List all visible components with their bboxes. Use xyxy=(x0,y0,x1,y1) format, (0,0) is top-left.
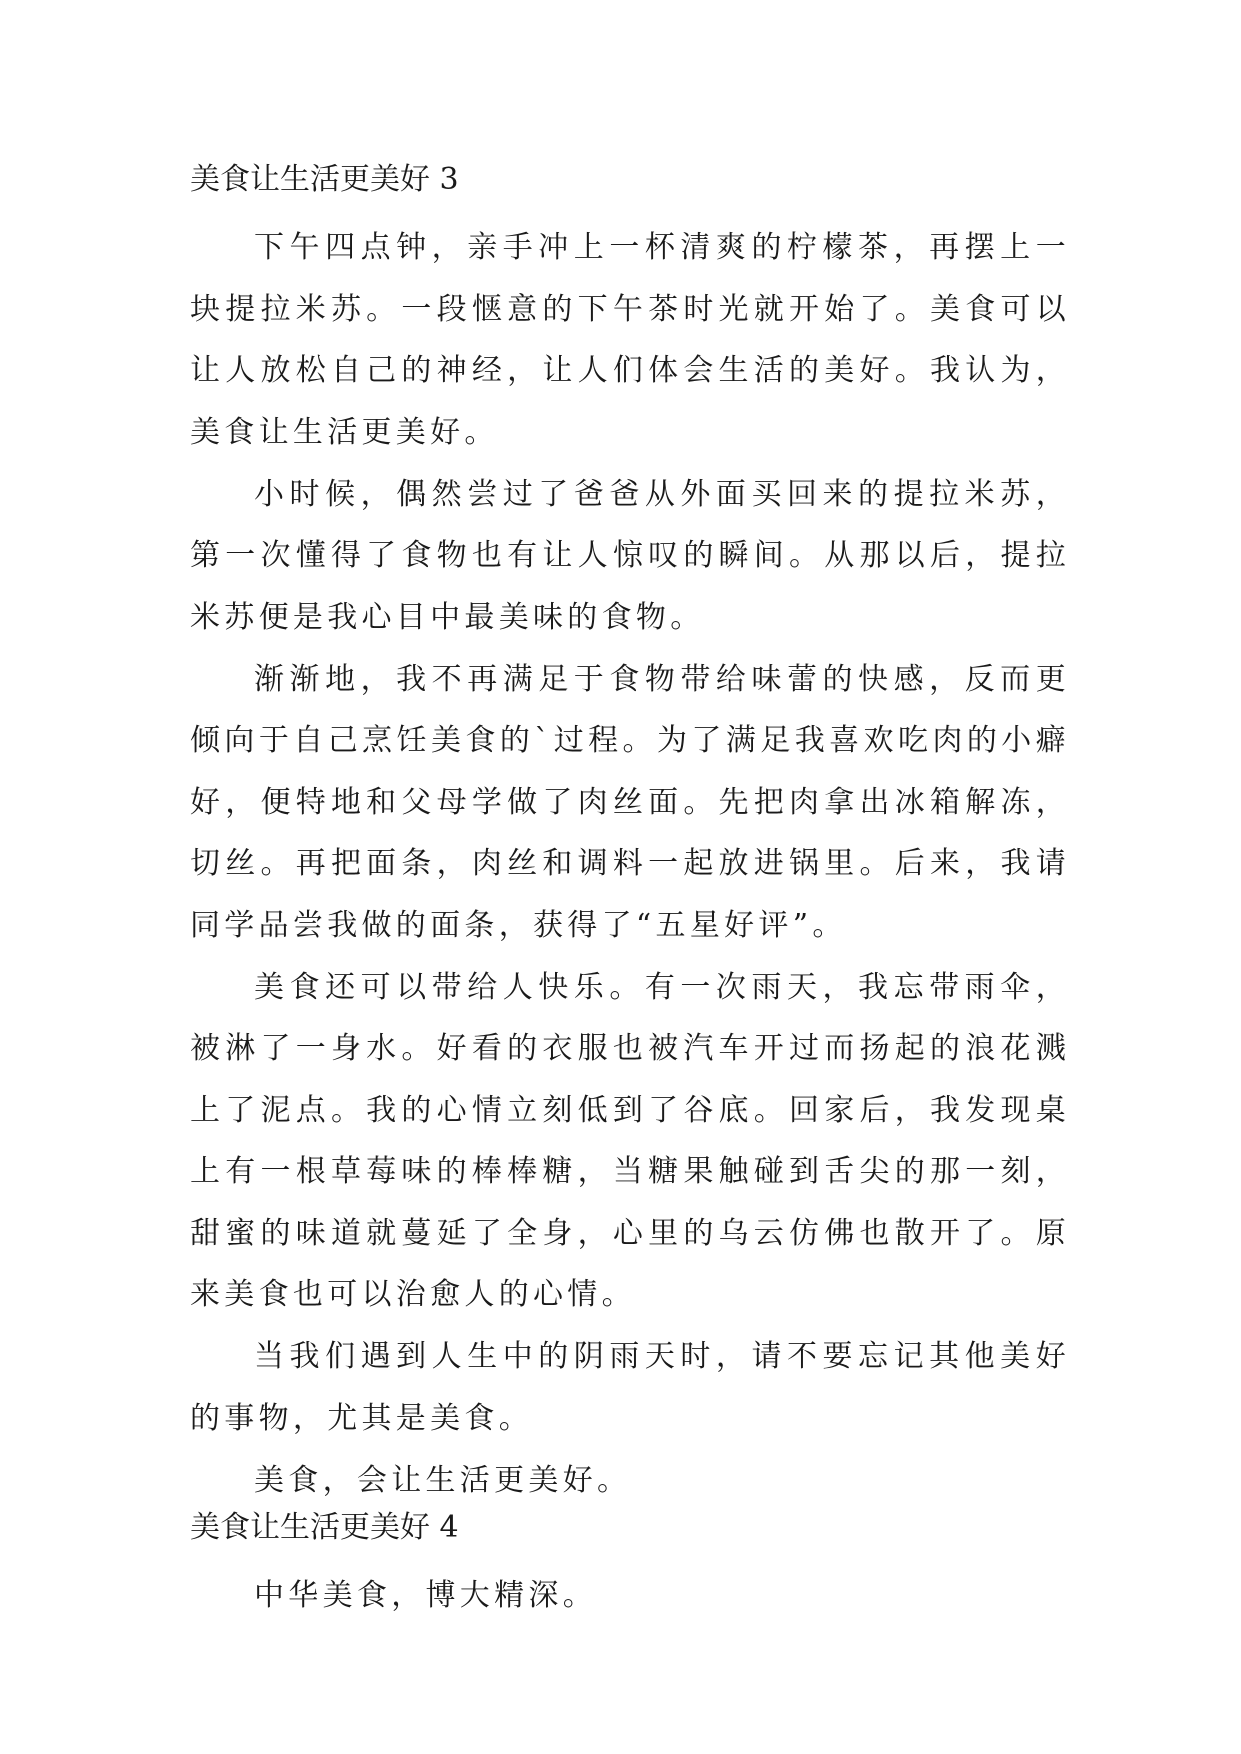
paragraph: 美食还可以带给人快乐。有一次雨天，我忘带雨伞，被淋了一身水。好看的衣服也被汽车开过而扬起的浪花溅上了泥点。我的心情立刻低到了谷底。回家后，我发现桌上有一根草莓味的棒棒糖，当糖果触碰到舌尖的那一刻，甜蜜的味道就蔓延了全身，心里的乌云仿佛也散开了。原来美食也可以治愈人的心情。 xyxy=(190,969,1070,1312)
paragraph: 小时候，偶然尝过了爸爸从外面买回来的提拉米苏，第一次懂得了食物也有让人惊叹的瞬间。从那以后，提拉米苏便是我心目中最美味的食物。 xyxy=(190,476,1070,635)
paragraph: 中华美食，博大精深。 xyxy=(254,1577,597,1613)
paragraph: 当我们遇到人生中的阴雨天时，请不要忘记其他美好的事物，尤其是美食。 xyxy=(190,1339,1070,1436)
paragraph: 美食，会让生活更美好。 xyxy=(254,1462,632,1498)
paragraph: 下午四点钟，亲手冲上一杯清爽的柠檬茶，再摆上一块提拉米苏。一段惬意的下午茶时光就开始了。美食可以让人放松自己的神经，让人们体会生活的美好。我认为，美食让生活更美好。 xyxy=(190,230,1070,450)
document-body xyxy=(190,160,1070,1627)
section-title: 美食让生活更美好 4 xyxy=(190,1509,459,1545)
paragraph: 渐渐地，我不再满足于食物带给味蕾的快感，反而更倾向于自己烹饪美食的`过程。为了满足我喜欢吃肉的小癖好，便特地和父母学做了肉丝面。先把肉拿出冰箱解冻，切丝。再把面条，肉丝和调料一起放进锅里。后来，我请同学品尝我做的面条，获得了“五星好评”。 xyxy=(190,661,1070,943)
section-title: 美食让生活更美好 3 xyxy=(190,162,459,197)
